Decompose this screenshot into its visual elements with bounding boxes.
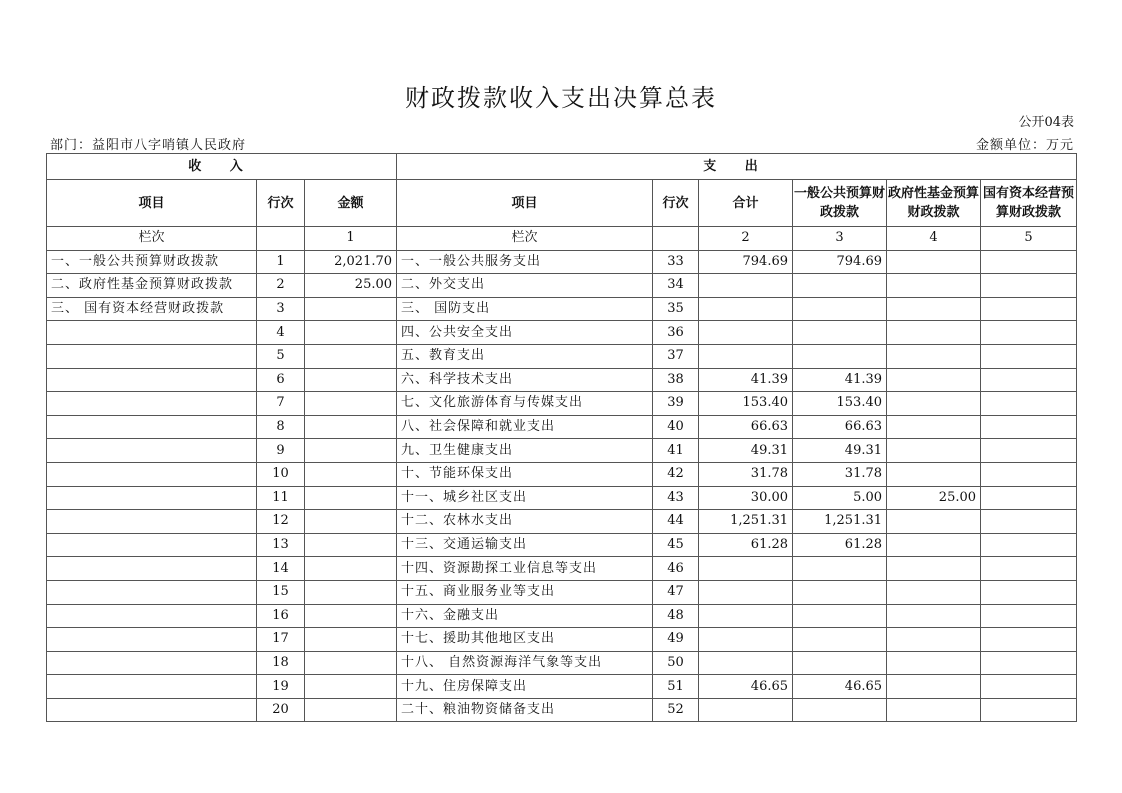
general-budget-cell [793,580,887,604]
expense-item-cell: 七、文化旅游体育与传媒支出 [397,392,653,416]
gov-fund-cell [887,580,981,604]
income-item-cell: 三、 国有资本经营财政拨款 [47,297,257,321]
expense-row-no-cell: 45 [653,533,699,557]
expense-item-cell: 十九、住房保障支出 [397,675,653,699]
expense-item-cell: 三、 国防支出 [397,297,653,321]
income-row-no-header: 行次 [257,180,305,227]
income-amount-cell [305,368,397,392]
state-capital-header: 国有资本经营预算财政拨款 [981,180,1077,227]
total-cell [699,321,793,345]
gov-fund-cell [887,392,981,416]
income-amount-cell [305,415,397,439]
expense-section-header: 支 出 [397,154,1077,180]
expense-row-no-cell: 51 [653,675,699,699]
income-row-no-cell: 2 [257,274,305,298]
income-item-cell [47,344,257,368]
gov-fund-cell [887,510,981,534]
gov-fund-cell [887,344,981,368]
income-amount-cell [305,698,397,722]
income-item-cell: 一、一般公共预算财政拨款 [47,250,257,274]
gov-fund-cell [887,628,981,652]
total-cell [699,628,793,652]
income-item-cell [47,321,257,345]
table-row [47,651,1077,675]
expense-row-no-cell: 41 [653,439,699,463]
table-row [47,486,1077,510]
table-row [47,321,1077,345]
col-index-5: 5 [981,227,1077,251]
income-item-cell [47,368,257,392]
general-budget-cell: 794.69 [793,250,887,274]
expense-row-no-cell: 37 [653,344,699,368]
state-capital-cell [981,274,1077,298]
income-row-no-cell: 13 [257,533,305,557]
table-row [47,675,1077,699]
general-budget-cell [793,344,887,368]
table-row [47,604,1077,628]
table-row [47,250,1077,274]
state-capital-cell [981,368,1077,392]
general-budget-cell [793,628,887,652]
expense-row-no-cell: 34 [653,274,699,298]
income-item-cell [47,392,257,416]
expense-item-cell: 五、教育支出 [397,344,653,368]
expense-item-cell: 十五、商业服务业等支出 [397,580,653,604]
general-budget-cell [793,274,887,298]
gov-fund-cell [887,274,981,298]
expense-item-cell: 十六、金融支出 [397,604,653,628]
income-row-no-cell: 15 [257,580,305,604]
total-cell [699,580,793,604]
income-amount-cell [305,580,397,604]
total-cell [699,297,793,321]
income-amount-cell [305,628,397,652]
general-budget-cell [793,651,887,675]
total-cell: 46.65 [699,675,793,699]
amount-unit-label: 金额单位：万元 [975,138,1074,153]
gov-fund-cell: 25.00 [887,486,981,510]
expense-item-cell: 十七、援助其他地区支出 [397,628,653,652]
general-budget-cell: 49.31 [793,439,887,463]
expense-row-no-header: 行次 [653,180,699,227]
income-row-no-cell: 18 [257,651,305,675]
gov-fund-cell [887,675,981,699]
gov-fund-cell [887,462,981,486]
table-row [47,580,1077,604]
gov-fund-cell [887,297,981,321]
expense-item-cell: 四、公共安全支出 [397,321,653,345]
income-item-cell [47,533,257,557]
general-budget-header: 一般公共预算财政拨款 [793,180,887,227]
general-budget-cell: 1,251.31 [793,510,887,534]
col-index-3: 3 [793,227,887,251]
expense-item-cell: 八、社会保障和就业支出 [397,415,653,439]
income-amount-cell [305,344,397,368]
income-amount-cell [305,557,397,581]
table-row [47,439,1077,463]
table-row [47,533,1077,557]
section-header-row [47,154,1077,180]
total-cell [699,651,793,675]
income-amount-cell: 2,021.70 [305,250,397,274]
final-accounts-table [46,153,1077,722]
total-cell [699,344,793,368]
income-item-cell [47,510,257,534]
total-cell [699,557,793,581]
income-row-no-cell: 3 [257,297,305,321]
expense-row-no-cell: 48 [653,604,699,628]
state-capital-cell [981,486,1077,510]
expense-row-no-cell: 46 [653,557,699,581]
income-item-cell [47,486,257,510]
state-capital-cell [981,321,1077,345]
expense-item-cell: 十四、资源勘探工业信息等支出 [397,557,653,581]
expense-row-no-cell: 35 [653,297,699,321]
department-label: 部门：益阳市八字哨镇人民政府 [50,138,247,153]
expense-row-no-cell: 47 [653,580,699,604]
expense-row-no-cell: 50 [653,651,699,675]
general-budget-cell: 61.28 [793,533,887,557]
table-row [47,462,1077,486]
income-amount-cell [305,297,397,321]
expense-item-cell: 十一、城乡社区支出 [397,486,653,510]
col-index-2: 2 [699,227,793,251]
total-cell: 61.28 [699,533,793,557]
income-amount-cell [305,439,397,463]
income-item-cell [47,415,257,439]
total-cell: 41.39 [699,368,793,392]
table-row [47,368,1077,392]
expense-row-no-cell: 42 [653,462,699,486]
income-item-cell [47,557,257,581]
table-row [47,698,1077,722]
expense-row-no-cell: 33 [653,250,699,274]
expense-row-no-cell: 36 [653,321,699,345]
state-capital-cell [981,557,1077,581]
income-item-cell [47,580,257,604]
expense-index-label: 栏次 [397,227,653,251]
general-budget-cell: 66.63 [793,415,887,439]
income-row-no-cell: 4 [257,321,305,345]
expense-row-no-cell: 39 [653,392,699,416]
state-capital-cell [981,439,1077,463]
general-budget-cell [793,698,887,722]
table-row [47,344,1077,368]
expense-row-no-cell: 44 [653,510,699,534]
income-item-cell [47,628,257,652]
income-section-header: 收 入 [47,154,397,180]
column-header-row [47,180,1077,227]
income-row-no-cell: 17 [257,628,305,652]
income-item-cell [47,698,257,722]
income-row-no-cell: 7 [257,392,305,416]
income-item-cell: 二、政府性基金预算财政拨款 [47,274,257,298]
income-row-index-cell [257,227,305,251]
income-amount-header: 金额 [305,180,397,227]
income-row-no-cell: 9 [257,439,305,463]
page-title: 财政拨款收入支出决算总表 [405,84,717,112]
income-row-no-cell: 5 [257,344,305,368]
total-cell: 794.69 [699,250,793,274]
income-col-index: 1 [305,227,397,251]
state-capital-cell [981,510,1077,534]
income-amount-cell [305,510,397,534]
total-cell [699,604,793,628]
income-amount-cell [305,604,397,628]
state-capital-cell [981,675,1077,699]
gov-fund-cell [887,250,981,274]
table-row [47,510,1077,534]
table-row [47,557,1077,581]
income-row-no-cell: 14 [257,557,305,581]
state-capital-cell [981,604,1077,628]
expense-item-cell: 二、外交支出 [397,274,653,298]
income-amount-cell [305,392,397,416]
income-item-header: 项目 [47,180,257,227]
general-budget-cell: 31.78 [793,462,887,486]
income-item-cell [47,439,257,463]
expense-item-cell: 十、节能环保支出 [397,462,653,486]
general-budget-cell: 41.39 [793,368,887,392]
gov-fund-cell [887,651,981,675]
state-capital-cell [981,250,1077,274]
state-capital-cell [981,698,1077,722]
income-amount-cell [305,533,397,557]
expense-item-cell: 十八、 自然资源海洋气象等支出 [397,651,653,675]
expense-item-cell: 一、一般公共服务支出 [397,250,653,274]
total-cell: 153.40 [699,392,793,416]
income-row-no-cell: 19 [257,675,305,699]
state-capital-cell [981,297,1077,321]
income-row-no-cell: 1 [257,250,305,274]
gov-fund-cell [887,533,981,557]
general-budget-cell [793,321,887,345]
income-row-no-cell: 6 [257,368,305,392]
state-capital-cell [981,651,1077,675]
col-index-4: 4 [887,227,981,251]
state-capital-cell [981,628,1077,652]
income-amount-cell: 25.00 [305,274,397,298]
table-row [47,628,1077,652]
total-cell: 66.63 [699,415,793,439]
income-amount-cell [305,486,397,510]
total-cell: 49.31 [699,439,793,463]
gov-fund-cell [887,439,981,463]
table-row [47,297,1077,321]
general-budget-cell [793,297,887,321]
table-row [47,392,1077,416]
income-amount-cell [305,321,397,345]
gov-fund-cell [887,604,981,628]
income-row-no-cell: 11 [257,486,305,510]
general-budget-cell: 153.40 [793,392,887,416]
expense-row-index-cell [653,227,699,251]
income-row-no-cell: 10 [257,462,305,486]
total-cell: 31.78 [699,462,793,486]
gov-fund-cell [887,321,981,345]
state-capital-cell [981,392,1077,416]
gov-fund-cell [887,698,981,722]
gov-fund-header: 政府性基金预算财政拨款 [887,180,981,227]
income-item-cell [47,604,257,628]
general-budget-cell: 46.65 [793,675,887,699]
gov-fund-cell [887,368,981,392]
expense-item-cell: 十三、交通运输支出 [397,533,653,557]
state-capital-cell [981,415,1077,439]
state-capital-cell [981,344,1077,368]
income-row-no-cell: 12 [257,510,305,534]
expense-item-header: 项目 [397,180,653,227]
expense-item-cell: 九、卫生健康支出 [397,439,653,463]
general-budget-cell: 5.00 [793,486,887,510]
expense-row-no-cell: 38 [653,368,699,392]
expense-row-no-cell: 52 [653,698,699,722]
income-item-cell [47,462,257,486]
expense-row-no-cell: 40 [653,415,699,439]
general-budget-cell [793,604,887,628]
total-cell: 1,251.31 [699,510,793,534]
income-index-label: 栏次 [47,227,257,251]
income-row-no-cell: 16 [257,604,305,628]
total-cell: 30.00 [699,486,793,510]
general-budget-cell [793,557,887,581]
income-item-cell [47,651,257,675]
income-amount-cell [305,675,397,699]
expense-item-cell: 十二、农林水支出 [397,510,653,534]
income-amount-cell [305,462,397,486]
state-capital-cell [981,533,1077,557]
table-row [47,415,1077,439]
expense-row-no-cell: 49 [653,628,699,652]
income-row-no-cell: 20 [257,698,305,722]
total-cell [699,274,793,298]
table-row [47,274,1077,298]
total-cell [699,698,793,722]
total-header: 合计 [699,180,793,227]
state-capital-cell [981,462,1077,486]
column-index-row [47,227,1077,251]
gov-fund-cell [887,557,981,581]
income-amount-cell [305,651,397,675]
table-number: 公开04表 [1018,115,1074,130]
expense-row-no-cell: 43 [653,486,699,510]
gov-fund-cell [887,415,981,439]
state-capital-cell [981,580,1077,604]
income-item-cell [47,675,257,699]
income-row-no-cell: 8 [257,415,305,439]
expense-item-cell: 六、科学技术支出 [397,368,653,392]
expense-item-cell: 二十、粮油物资储备支出 [397,698,653,722]
